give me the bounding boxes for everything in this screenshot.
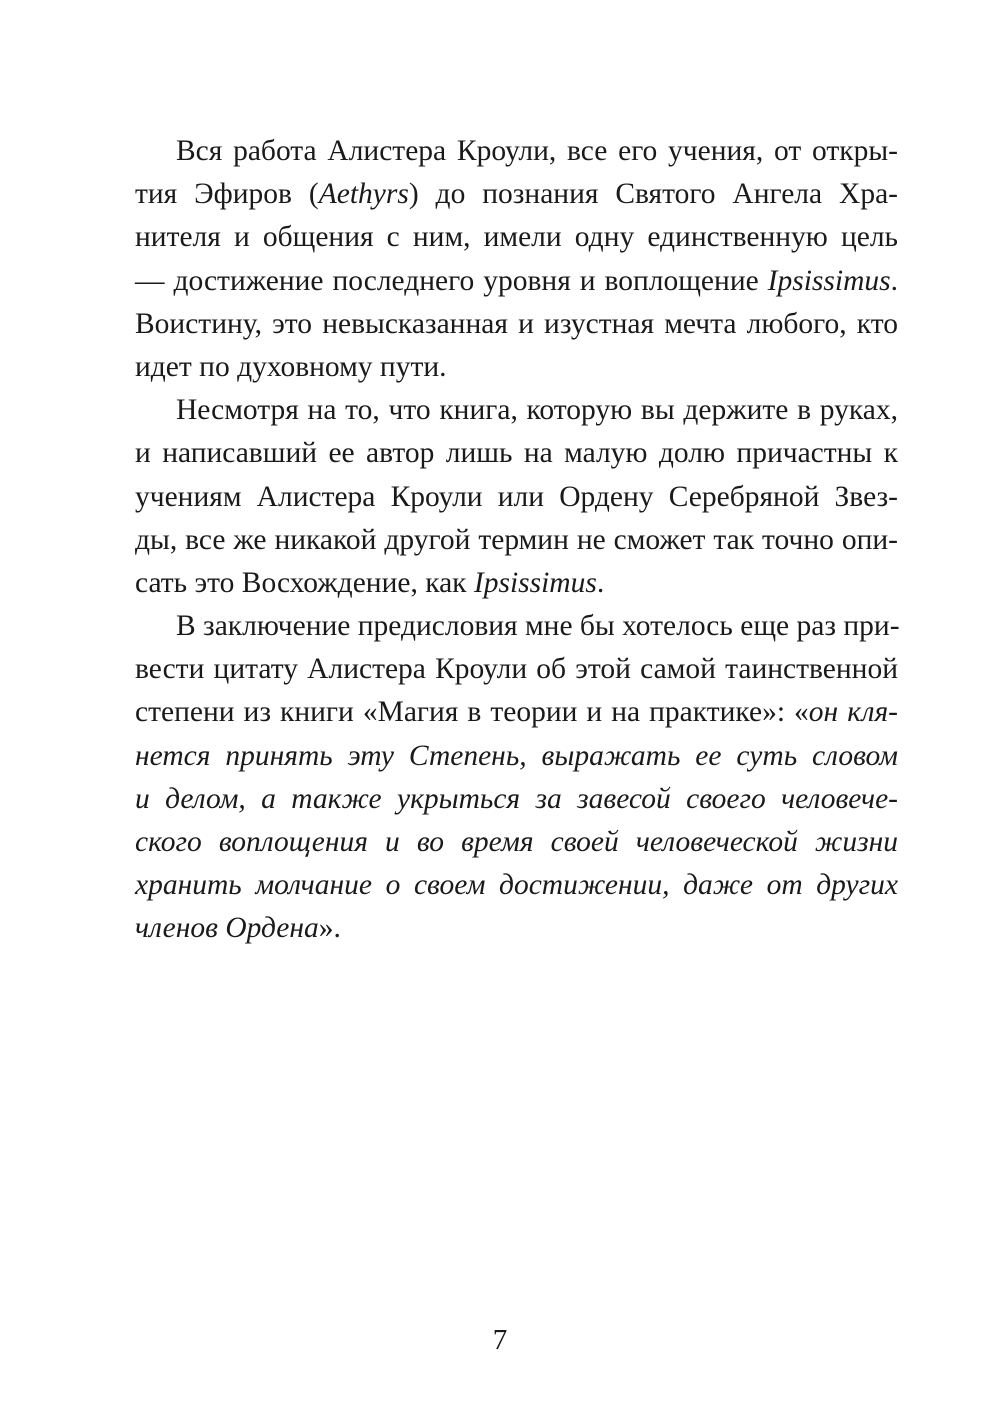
body-text: [135, 130, 898, 951]
text-line: [135, 476, 898, 519]
italic-run: ского воплощения и во время своей человеческой жизни: [135, 826, 898, 858]
text-line: [135, 260, 898, 303]
text-line: [135, 346, 898, 389]
text-run: степени из книги «Магия в теории и на практике»: «: [135, 696, 809, 729]
italic-run: нется принять эту Степень, выражать ее суть словом: [135, 739, 898, 772]
text-line: [135, 432, 898, 475]
paragraph: [135, 130, 898, 389]
italic-run: Aethyrs: [318, 178, 409, 211]
page-number: 7: [492, 1324, 508, 1356]
italic-run: хранить молчание о своем достижении, даже от других: [135, 869, 898, 902]
text-run: В заключение предисловия мне бы хотелось еще раз при-: [176, 610, 900, 643]
text-line: [135, 389, 898, 432]
text-line: [135, 648, 898, 691]
text-line: [135, 173, 898, 216]
text-run: идет по духовному пути.: [135, 350, 447, 383]
text-run: вести цитату Алистера Кроули об этой самой таинственной: [135, 653, 898, 686]
text-run: ».: [318, 912, 341, 945]
paragraph: [135, 605, 898, 951]
text-run: учениям Алистера Кроули или Ордену Серебряной Звез-: [135, 480, 898, 513]
text-line: [135, 562, 898, 605]
text-line: [135, 691, 898, 734]
text-line: [135, 303, 898, 346]
italic-run: Ipsissimus: [473, 566, 597, 599]
text-line: [135, 735, 898, 778]
italic-run: он кля-: [808, 696, 898, 729]
text-run: .: [596, 566, 605, 599]
text-line: [135, 778, 898, 821]
text-run: ды, все же никакой другой термин не сможет так точно опи-: [135, 523, 898, 556]
text-run: ) до познания Святого Ангела Хра-: [408, 178, 898, 211]
italic-run: и делом, а также укрыться за завесой своего человече-: [135, 782, 898, 815]
text-run: Несмотря на то, что книга, которую вы держите в руках,: [176, 394, 898, 427]
text-line: [135, 864, 898, 907]
text-run: Воистину, это невысказанная и изустная мечта любого, кто: [135, 307, 898, 340]
paragraph: [135, 389, 898, 605]
text-line: [135, 907, 898, 950]
text-line: [135, 216, 898, 259]
italic-run: Ipsissimus: [767, 264, 891, 297]
text-run: — достижение последнего уровня и воплощение: [135, 264, 768, 297]
text-line: [135, 130, 898, 173]
text-run: .: [890, 264, 898, 297]
text-run: сать это Восхождение, как: [135, 566, 474, 599]
text-run: тия Эфиров (: [135, 178, 319, 211]
text-run: нителя и общения с ним, имели одну единственную цель: [135, 221, 898, 254]
italic-run: членов Ордена: [135, 912, 319, 945]
text-line: [135, 821, 898, 864]
text-run: и написавший ее автор лишь на малую долю причастны к: [135, 437, 898, 470]
text-run: Вся работа Алистера Кроули, все его учения, от откры-: [176, 135, 898, 167]
text-line: [135, 519, 898, 562]
text-line: [135, 605, 898, 648]
